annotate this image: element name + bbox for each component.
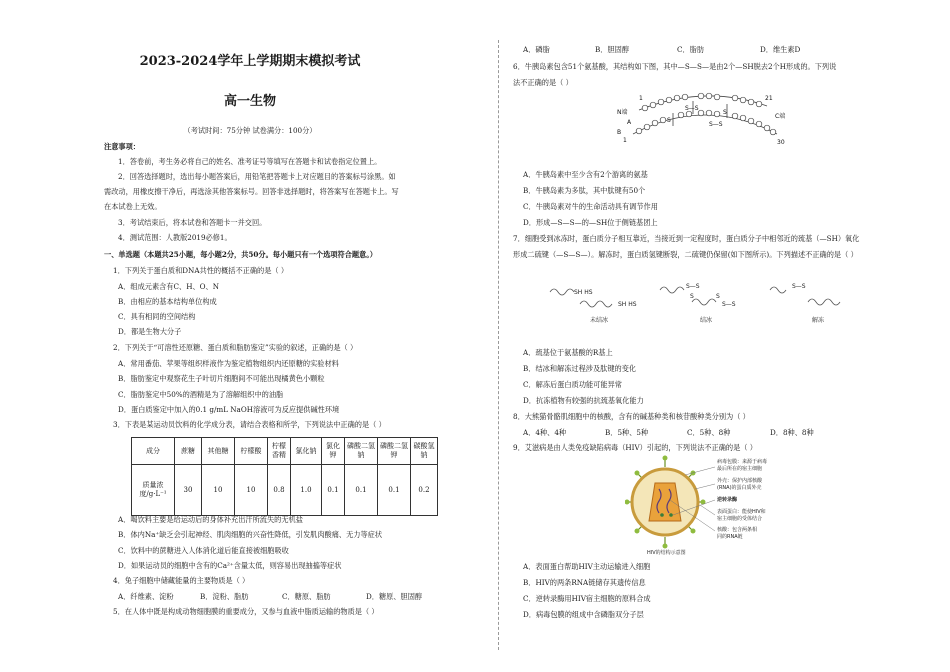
figure-label: S—S bbox=[709, 121, 723, 128]
q7-stem-cont: 形成二硫键（—S—S—）。解冻时，蛋白质氢键断裂，二硫键仍保留(如下图所示)。下列描述不正确的是（ ） bbox=[513, 250, 858, 259]
figure-label: 21 bbox=[765, 95, 773, 102]
q9-option-b: B．HIV的两条RNA链储存其遗传信息 bbox=[523, 578, 646, 587]
note-line: 需改动，用橡皮擦干净后，再选涂其他答案标号。回答非选择题时，将答案写在答题卡上。写 bbox=[104, 187, 399, 196]
figure-label: 最后所在的宿主细胞 bbox=[717, 466, 763, 472]
note-line: 在本试卷上无效。 bbox=[104, 202, 162, 211]
exam-title: 2023-2024学年上学期期末模拟考试 bbox=[139, 54, 361, 69]
q5-stem: 5．在人体中既是构成动物细胞膜的重要成分，又参与血液中脂质运输的物质是（ ） bbox=[113, 607, 379, 616]
figure-label: C端 bbox=[775, 113, 786, 120]
q4-stem: 4．兔子细胞中储藏能量的主要物质是（ ） bbox=[113, 576, 250, 585]
protein-strand bbox=[660, 287, 684, 293]
q5-option-b: B．胆固醇 bbox=[595, 45, 630, 54]
exam-info: （考试时间：75分钟 试卷满分：100分） bbox=[183, 126, 317, 135]
q8-option-a: A．4种、4种 bbox=[523, 428, 567, 437]
table-header-cell: 柠檬酸 bbox=[235, 438, 268, 465]
q9-option-d: D．病毒包膜的组成中含磷脂双分子层 bbox=[523, 610, 644, 619]
q5-option-d: D．维生素D bbox=[760, 45, 801, 54]
figure-label: S—S bbox=[792, 283, 806, 290]
figure-label: 病毒包膜：来源于病毒 bbox=[717, 459, 768, 465]
q5-option-a: A．磷脂 bbox=[523, 45, 550, 54]
table-header-cell: 磷酸二氢钠 bbox=[345, 438, 378, 465]
figure-label: S bbox=[667, 117, 671, 124]
figure-label: 逆转录酶 bbox=[717, 497, 738, 503]
notes-heading: 注意事项： bbox=[104, 142, 140, 151]
note-line: 4．测试范围：人教版2019必修1。 bbox=[118, 233, 232, 242]
q2-stem: 2．下列关于“可溶性还原糖、蛋白质和脂肪鉴定”实验的叙述，正确的是（ ） bbox=[113, 343, 358, 352]
figure-caption: 结冰 bbox=[700, 317, 713, 324]
q2-option-d: D．蛋白质鉴定中加入的0.1 g/mL NaOH溶液可为反应提供碱性环境 bbox=[118, 405, 340, 414]
table-row bbox=[132, 438, 438, 465]
figure-label: A bbox=[627, 119, 632, 126]
q8-stem: 8．大熊猫骨骼肌细胞中的核酸，含有的碱基种类和核苷酸种类分别为（ ） bbox=[513, 412, 750, 421]
q3-option-a: A．喝饮料主要是给运动后的身体补充出汗所流失的无机盐 bbox=[118, 515, 303, 524]
figure-label: (RNA)的蛋白质外壳 bbox=[717, 485, 762, 491]
q3-option-d: D．如果运动员的细胞中含有的Ca²⁺含量太低，则容易出现抽搐等症状 bbox=[118, 561, 342, 570]
table-cell: 0.1 bbox=[378, 465, 411, 516]
protein-freezing-figure bbox=[540, 272, 880, 324]
table-row bbox=[132, 465, 438, 516]
q7-option-a: A．巯基位于氨基酸的R基上 bbox=[523, 348, 613, 357]
q7-option-d: D．抗冻植物有较强的抗巯基氧化能力 bbox=[523, 396, 644, 405]
figure-label: S bbox=[690, 293, 694, 300]
protein-strand bbox=[580, 301, 612, 307]
q6-stem-cont: 法不正确的是（ ） bbox=[513, 78, 573, 87]
figure-label: S—S bbox=[722, 301, 736, 308]
protein-strand bbox=[550, 289, 574, 295]
table-header-cell: 柠檬香精 bbox=[268, 438, 291, 465]
protein-strand bbox=[770, 287, 786, 293]
table-cell: 0.1 bbox=[322, 465, 345, 516]
q3-stem: 3．下表是某运动员饮料的化学成分表，请结合表格和所学，下列说法中正确的是（ ） bbox=[113, 420, 386, 429]
figure-caption: HIV的结构示意图 bbox=[647, 550, 686, 555]
figure-label: 核酸：包含两条相 bbox=[717, 527, 758, 533]
figure-label: 1 bbox=[623, 137, 627, 144]
figure-caption: 解冻 bbox=[812, 317, 825, 324]
q2-option-c: C．脂肪鉴定中50%的酒精是为了溶解组织中的油脂 bbox=[118, 390, 284, 399]
q1-option-c: C．具有相同的空间结构 bbox=[118, 312, 196, 321]
table-cell: 0.2 bbox=[411, 465, 438, 516]
figure-label: SH HS bbox=[618, 301, 637, 308]
q2-option-a: A．常用番茄、苹果等组织样液作为鉴定植物组织内还原糖的实验材料 bbox=[118, 359, 339, 368]
hiv-structure-figure bbox=[625, 455, 825, 555]
figure-label: S bbox=[716, 293, 720, 300]
table-header-cell: 氯化钾 bbox=[322, 438, 345, 465]
table-row-label: 质量浓度/g·L⁻¹ bbox=[132, 465, 175, 516]
protein-strand bbox=[808, 299, 840, 305]
capsid bbox=[649, 483, 681, 521]
q9-option-a: A．表面蛋白帮助HIV主动运输进入细胞 bbox=[523, 562, 651, 571]
figure-label: 1 bbox=[639, 95, 643, 102]
section-heading: 一、单选题（本题共25小题，每小题2分，共50分。每小题只有一个选项符合题意。） bbox=[104, 250, 377, 259]
table-header-cell: 其他糖 bbox=[202, 438, 235, 465]
q1-stem: 1．下列关于蛋白质和DNA共性的概括不正确的是（ ） bbox=[113, 266, 289, 275]
insulin-structure-figure bbox=[615, 86, 795, 161]
q9-stem: 9．艾滋病是由人类免疫缺陷病毒（HIV）引起的，下列说法不正确的是（ ） bbox=[513, 443, 757, 452]
table-cell: 30 bbox=[175, 465, 202, 516]
q3-option-b: B．体内Na⁺缺乏会引起神经、肌肉细胞的兴奋性降低，引发肌肉酸痛、无力等症状 bbox=[118, 530, 383, 539]
q7-option-b: B．结冰和解冻过程涉及肽键的变化 bbox=[523, 364, 637, 373]
table-cell: 10 bbox=[235, 465, 268, 516]
figure-label: 同的RNA链 bbox=[717, 534, 743, 540]
q9-option-c: C．逆转录酶用HIV宿主细胞的原料合成 bbox=[523, 594, 651, 603]
q7-option-c: C．解冻后蛋白质功能可能异常 bbox=[523, 380, 622, 389]
subject-title: 高一生物 bbox=[223, 94, 276, 109]
q6-option-b: B．牛胰岛素为多肽，其中肽键有50个 bbox=[523, 186, 646, 195]
table-header-cell: 磷酸二氢钾 bbox=[378, 438, 411, 465]
table-cell: 0.8 bbox=[268, 465, 291, 516]
q8-option-d: D．8种、8种 bbox=[770, 428, 814, 437]
figure-label: S bbox=[723, 109, 727, 116]
figure-label: SH HS bbox=[574, 289, 593, 296]
q6-stem: 6．牛胰岛素包含51个氨基酸，其结构如下图，其中—S—S—是由2个—SH脱去2个H形成的。下列说 bbox=[513, 62, 837, 71]
protein-strand bbox=[692, 299, 716, 305]
q1-option-b: B．由相应的基本结构单位构成 bbox=[118, 297, 217, 306]
table-cell: 0.1 bbox=[345, 465, 378, 516]
q4-option-c: C．糖原、脂肪 bbox=[282, 592, 331, 601]
q8-option-b: B．5种、5种 bbox=[605, 428, 649, 437]
figure-label: 30 bbox=[777, 139, 785, 146]
ingredient-table bbox=[131, 437, 438, 516]
q6-option-a: A．牛胰岛素中至少含有2个游离的氨基 bbox=[523, 170, 648, 179]
q3-option-c: C．饮料中的蔗糖进入人体消化道后能直接被细胞吸收 bbox=[118, 546, 289, 555]
q1-option-d: D．都是生物大分子 bbox=[118, 327, 182, 336]
q4-option-a: A．纤维素、淀粉 bbox=[118, 592, 174, 601]
figure-label: 外壳：保护内部核酸 bbox=[717, 478, 763, 484]
figure-label: 宿主细胞的受体结合 bbox=[717, 516, 763, 522]
q1-option-a: A．组成元素含有C、H、O、N bbox=[118, 282, 220, 291]
q5-option-c: C．脂肪 bbox=[677, 45, 705, 54]
note-line: 3．考试结束后，将本试卷和答题卡一并交回。 bbox=[118, 218, 267, 227]
figure-label: 表面蛋白：能使HIV和 bbox=[717, 509, 766, 515]
figure-label: N端 bbox=[617, 109, 628, 116]
q4-option-b: B．淀粉、脂肪 bbox=[200, 592, 249, 601]
table-header-cell: 氯化钠 bbox=[291, 438, 322, 465]
q2-option-b: B．脂肪鉴定中观察花生子叶切片细胞间不可能出现橘黄色小颗粒 bbox=[118, 374, 325, 383]
note-line: 1．答卷前，考生务必将自己的姓名、准考证号等填写在答题卡和试卷指定位置上。 bbox=[118, 157, 382, 166]
q7-stem: 7．细胞受到冰冻时，蛋白质分子相互靠近，当接近到一定程度时，蛋白质分子中相邻近的巯基（—SH）氧化 bbox=[513, 234, 860, 243]
figure-caption: 未结冰 bbox=[590, 317, 609, 324]
table-cell: 1.0 bbox=[291, 465, 322, 516]
figure-label: B bbox=[617, 129, 622, 136]
table-header-cell: 蔗糖 bbox=[175, 438, 202, 465]
note-line: 2．回答选择题时，选出每小题答案后，用铅笔把答题卡上对应题目的答案标号涂黑。如 bbox=[118, 172, 396, 181]
q4-option-d: D．糖原、胆固醇 bbox=[366, 592, 423, 601]
q8-option-c: C．5种、8种 bbox=[687, 428, 731, 437]
q6-option-d: D．形成—S—S—的—SH位于侧链基团上 bbox=[523, 218, 658, 227]
column-divider bbox=[498, 40, 499, 650]
figure-label: S—S bbox=[686, 283, 700, 290]
table-header-cell: 成分 bbox=[132, 438, 175, 465]
table-header-cell: 碳酸氢钠 bbox=[411, 438, 438, 465]
figure-label: S—S bbox=[685, 105, 699, 112]
q6-option-c: C．牛胰岛素对牛的生命活动具有调节作用 bbox=[523, 202, 658, 211]
table-cell: 10 bbox=[202, 465, 235, 516]
